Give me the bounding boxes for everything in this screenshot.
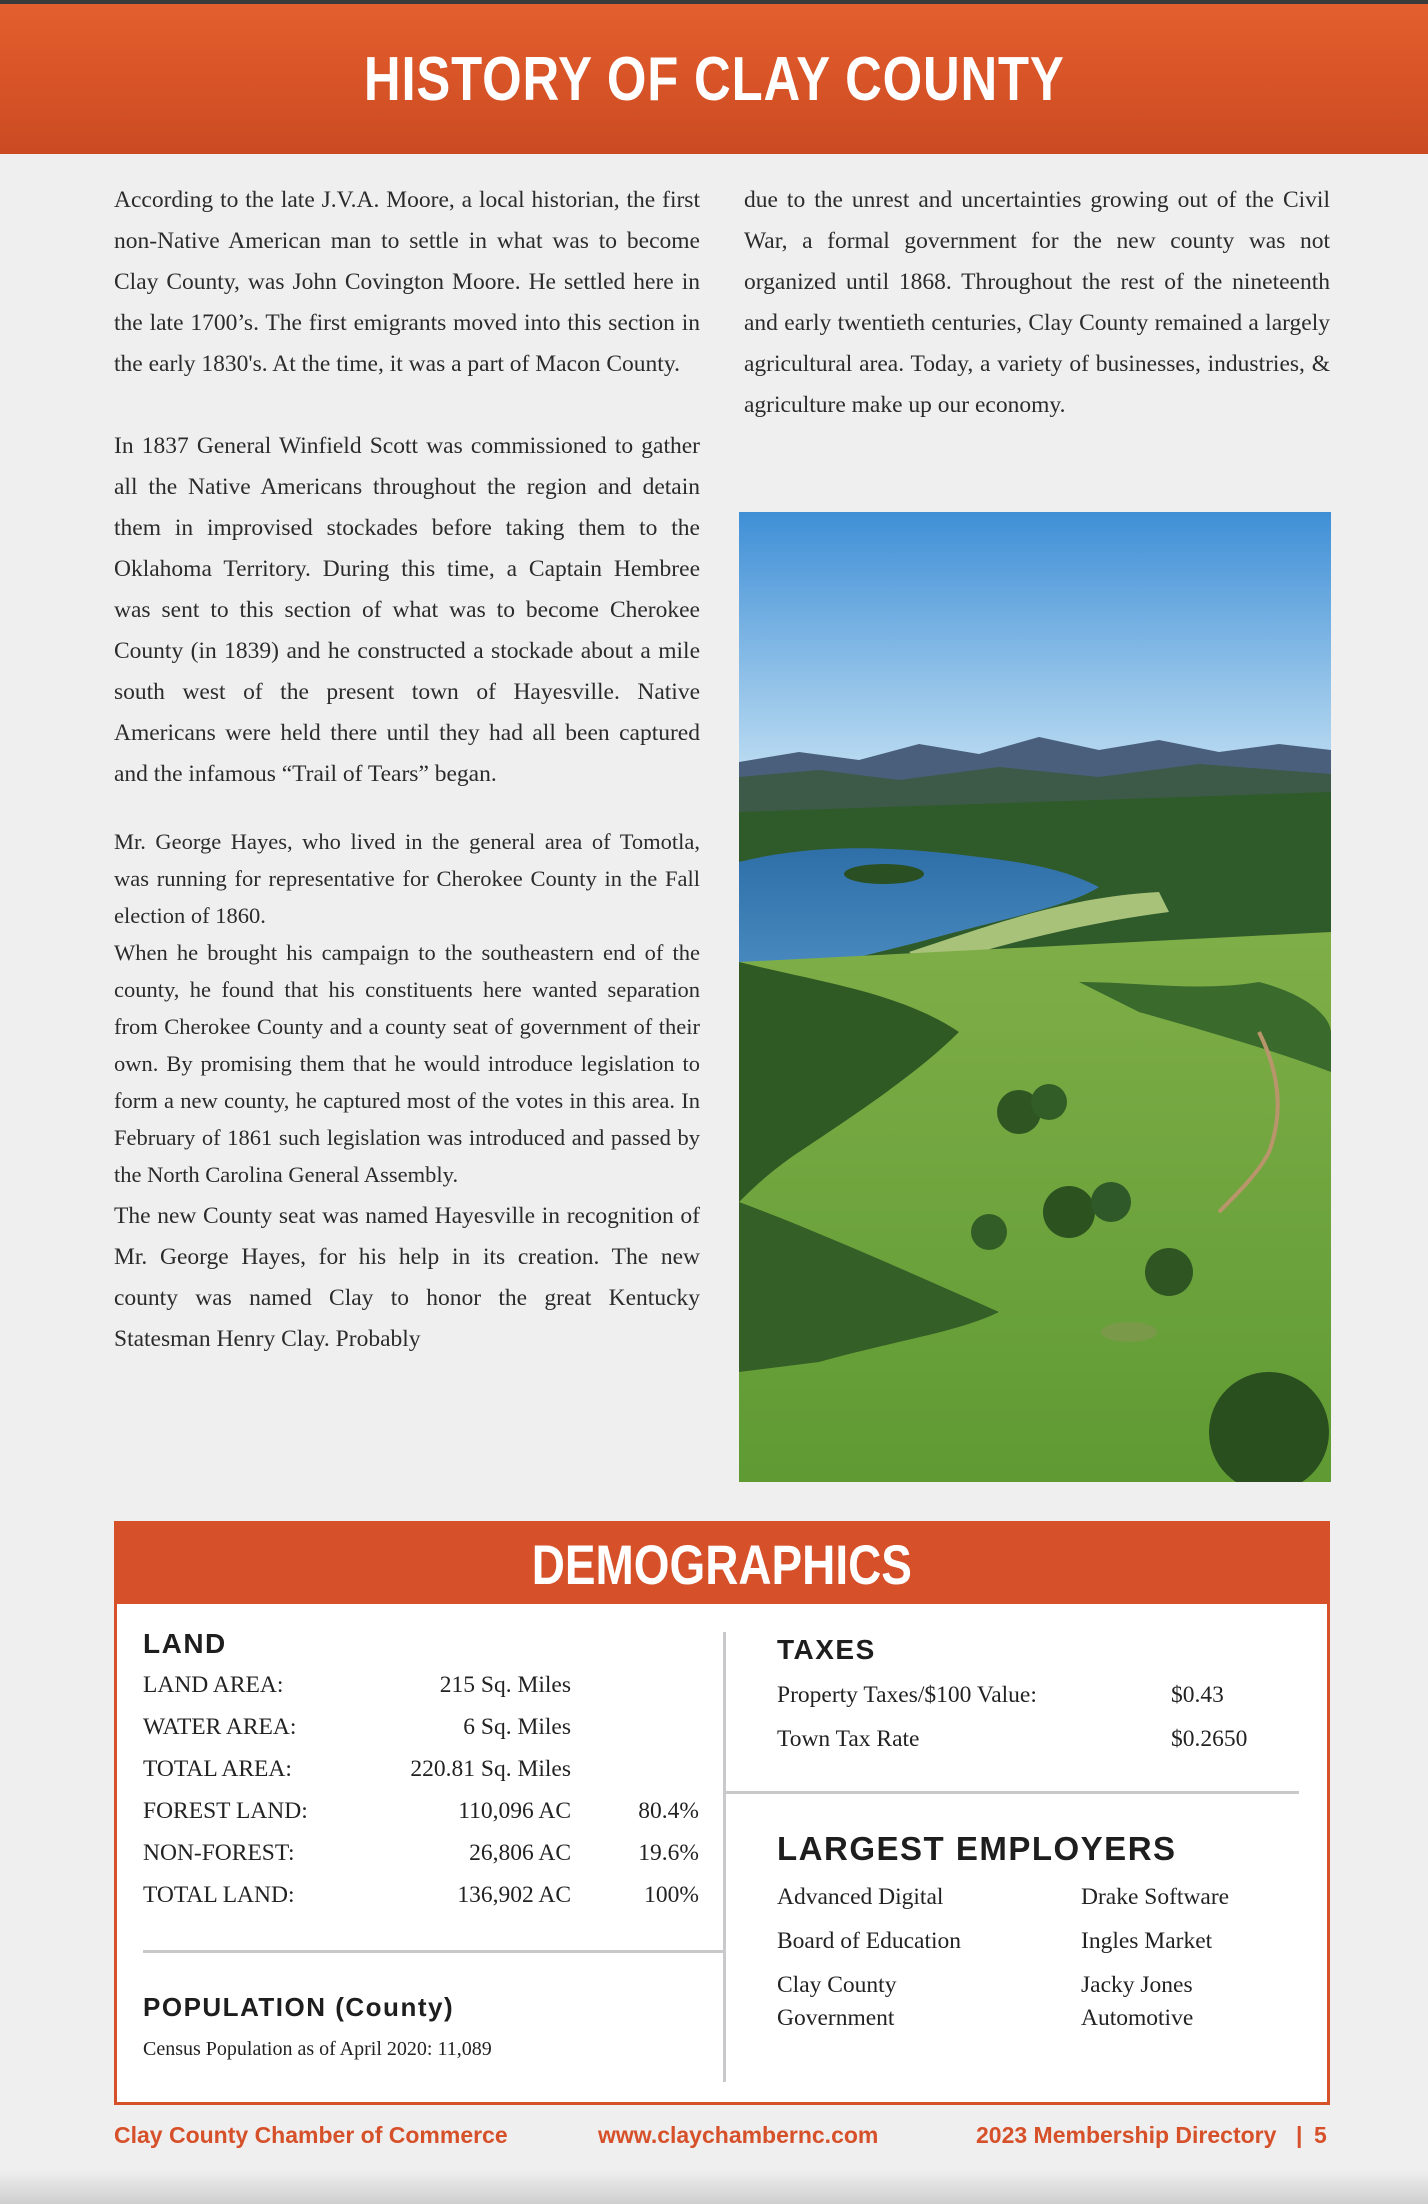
employer-item: Advanced Digital	[777, 1884, 944, 1910]
property-tax-value: $0.43	[1171, 1682, 1224, 1708]
non-forest-value: 26,806 AC	[469, 1840, 571, 1866]
water-area-value: 6 Sq. Miles	[463, 1714, 571, 1740]
population-text: Census Population as of April 2020: 11,089	[143, 2038, 492, 2060]
total-land-label: TOTAL LAND:	[143, 1882, 295, 1908]
history-paragraph-5: The new County seat was named Hayesville in recognition of Mr. George Hayes, for his help in its creation. The new county was named Clay to honor the great Kentucky Statesman Henry Clay. Probably	[114, 1203, 700, 1352]
bottom-shade	[0, 2170, 1428, 2204]
forest-land-label: FOREST LAND:	[143, 1798, 308, 1824]
employer-item: Ingles Market	[1081, 1928, 1213, 1954]
footer-organization: Clay County Chamber of Commerce	[114, 2122, 508, 2148]
population-heading: POPULATION (County)	[143, 1992, 455, 2022]
land-divider	[143, 1950, 725, 1953]
employer-item: Board of Education	[777, 1928, 962, 1954]
employer-item: Government	[777, 2005, 895, 2031]
employer-item: Drake Software	[1081, 1884, 1230, 1910]
footer-separator: |	[1296, 2122, 1303, 2148]
employer-item: Jacky Jones	[1081, 1972, 1193, 1998]
total-area-label: TOTAL AREA:	[143, 1756, 292, 1782]
demographics-title: DEMOGRAPHICS	[531, 1532, 913, 1596]
forest-land-percent: 80.4%	[638, 1798, 699, 1824]
history-paragraph-3: Mr. George Hayes, who lived in the general area of Tomotla, was running for representative for Cherokee County in the Fall election of 1860.	[114, 829, 700, 928]
forest-land-value: 110,096 AC	[458, 1798, 571, 1824]
column-divider	[723, 1632, 726, 2082]
landscape-photo	[739, 512, 1331, 1482]
footer-directory: 2023 Membership Directory	[976, 2122, 1277, 2148]
employer-item: Automotive	[1081, 2005, 1194, 2031]
land-heading: LAND	[143, 1628, 227, 1659]
non-forest-label: NON-FOREST:	[143, 1840, 295, 1866]
total-land-percent: 100%	[644, 1882, 699, 1908]
land-area-label: LAND AREA:	[143, 1672, 284, 1698]
history-paragraph-6: due to the unrest and uncertainties growing out of the Civil War, a formal government for the new county was not organized until 1868. Throughout the rest of the nineteenth and early twentieth centuries, Clay County remained a largely agricultural area. Today, a variety of businesses, industries, & agriculture make up our economy.	[744, 187, 1330, 418]
footer-website-link[interactable]: www.claychambernc.com	[598, 2122, 879, 2148]
total-area-value: 220.81 Sq. Miles	[410, 1756, 571, 1782]
town-tax-label: Town Tax Rate	[777, 1726, 920, 1752]
demographics-panel	[114, 1521, 1330, 2105]
employer-item: Clay County	[777, 1972, 897, 1998]
taxes-divider	[723, 1791, 1299, 1794]
employers-heading: LARGEST EMPLOYERS	[777, 1830, 1177, 1867]
water-area-label: WATER AREA:	[143, 1714, 297, 1740]
total-land-value: 136,902 AC	[457, 1882, 571, 1908]
footer-page-number: 5	[1314, 2122, 1327, 2148]
demographics-title-bar	[117, 1524, 1327, 1604]
taxes-heading: TAXES	[777, 1634, 876, 1665]
history-paragraph-2: In 1837 General Winfield Scott was commissioned to gather all the Native Americans throughout the region and detain them in improvised stockades before taking them to the Oklahoma Territory. During this time, a Captain Hembree was sent to this section of what was to become Cherokee County (in 1839) and he constructed a stockade about a mile south west of the present town of Hayesville. Native Americans were held there until they had all been captured and the infamous “Trail of Tears” began.	[114, 433, 700, 787]
history-paragraph-4: When he brought his campaign to the southeastern end of the county, he found that his constituents here wanted separation from Cherokee County and a county seat of government of their own. By promising them that he would introduce legislation to form a new county, he captured most of the votes in this area. In February of 1861 such legislation was introduced and passed by the North Carolina General Assembly.	[114, 940, 700, 1187]
page-title: HISTORY OF CLAY COUNTY	[363, 44, 1065, 114]
history-left-column	[114, 180, 700, 1360]
history-paragraph-1: According to the late J.V.A. Moore, a local historian, the first non-Native American man to settle in what was to become Clay County, was John Covington Moore. He settled here in the late 1700’s. The first emigrants moved into this section in the early 1830's. At the time, it was a part of Macon County.	[114, 187, 700, 377]
page-header	[0, 4, 1428, 154]
land-area-value: 215 Sq. Miles	[439, 1672, 571, 1698]
town-tax-value: $0.2650	[1171, 1726, 1248, 1752]
property-tax-label: Property Taxes/$100 Value:	[777, 1682, 1037, 1708]
history-right-column	[744, 180, 1330, 426]
non-forest-percent: 19.6%	[638, 1840, 699, 1866]
